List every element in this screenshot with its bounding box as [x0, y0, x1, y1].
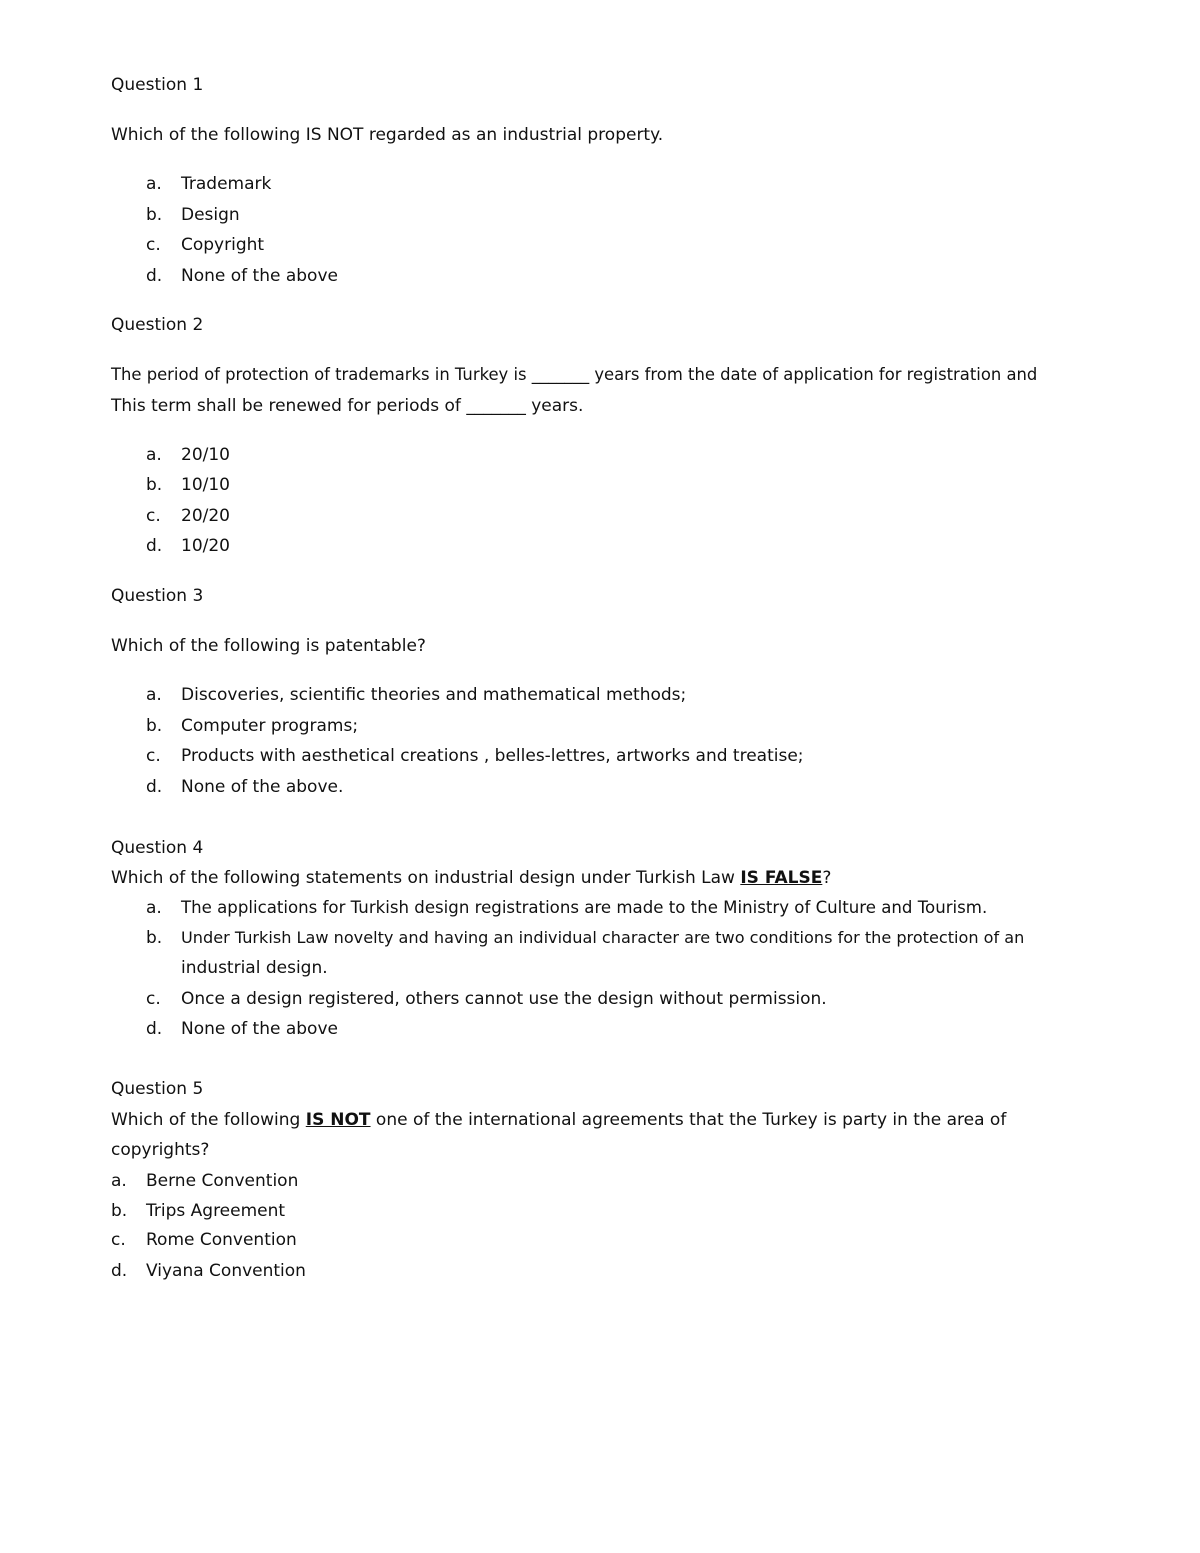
- option-letter: b.: [111, 1201, 128, 1221]
- option-text: None of the above.: [181, 777, 344, 797]
- option-text: Under Turkish Law novelty and having an individual character are two conditions for the protection of an: [181, 928, 1025, 947]
- option-letter: d.: [146, 1019, 163, 1039]
- option-text: The applications for Turkish design registrations are made to the Ministry of Culture and Tourism.: [181, 898, 988, 917]
- prompt-text-end: one of the international agreements that the Turkey is party in the area of: [370, 1110, 1007, 1130]
- option-text: Berne Convention: [146, 1171, 299, 1191]
- prompt-emphasis: IS NOT: [305, 1110, 371, 1130]
- prompt-text: Which of the following: [111, 1110, 306, 1130]
- option-letter: b.: [146, 928, 163, 948]
- option-text: 10/10: [181, 475, 230, 495]
- question-2-prompt-line-2: This term shall be renewed for periods of _______ years.: [111, 396, 584, 416]
- option-text: None of the above: [181, 1019, 338, 1039]
- option-letter: a.: [146, 685, 162, 705]
- question-2-prompt-line-1: The period of protection of trademarks in Turkey is _______ years from the date of application for registration and: [111, 365, 1038, 384]
- option-letter: a.: [111, 1171, 127, 1191]
- option-text: None of the above: [181, 266, 338, 286]
- option-letter: c.: [146, 506, 161, 526]
- question-1-heading: Question 1: [111, 75, 204, 95]
- option-text: Viyana Convention: [146, 1261, 306, 1281]
- prompt-text: Which of the following statements on industrial design under Turkish Law: [111, 868, 741, 888]
- option-letter: d.: [146, 536, 163, 556]
- option-letter: a.: [146, 898, 162, 918]
- option-text: Trips Agreement: [146, 1201, 286, 1221]
- option-text: Once a design registered, others cannot use the design without permission.: [181, 989, 827, 1009]
- option-letter: d.: [146, 777, 163, 797]
- question-4-prompt: [111, 868, 831, 888]
- option-letter: b.: [146, 205, 163, 225]
- option-text: Discoveries, scientific theories and mathematical methods;: [181, 685, 687, 705]
- option-letter: c.: [146, 235, 161, 255]
- option-letter: d.: [111, 1261, 128, 1281]
- prompt-emphasis: IS FALSE: [740, 868, 823, 888]
- option-text: 20/20: [181, 506, 230, 526]
- option-letter: d.: [146, 266, 163, 286]
- question-5-heading: Question 5: [111, 1079, 204, 1099]
- option-text: Copyright: [181, 235, 265, 255]
- prompt-text-end: ?: [822, 868, 832, 888]
- question-3-heading: Question 3: [111, 586, 204, 606]
- option-letter: b.: [146, 475, 163, 495]
- option-text: Design: [181, 205, 240, 225]
- question-5-prompt: [111, 1110, 1006, 1130]
- question-4-option-b-continued: industrial design.: [181, 958, 328, 978]
- option-letter: c.: [146, 989, 161, 1009]
- option-text: 10/20: [181, 536, 230, 556]
- question-3-prompt: Which of the following is patentable?: [111, 636, 426, 656]
- question-4-heading: Question 4: [111, 838, 204, 858]
- question-2-heading: Question 2: [111, 315, 204, 335]
- option-letter: c.: [111, 1230, 126, 1250]
- option-text: Computer programs;: [181, 716, 359, 736]
- option-letter: a.: [146, 445, 162, 465]
- question-1-prompt: Which of the following IS NOT regarded as an industrial property.: [111, 125, 664, 145]
- question-5-prompt-line-2: copyrights?: [111, 1140, 210, 1160]
- option-letter: a.: [146, 174, 162, 194]
- option-text: Rome Convention: [146, 1230, 297, 1250]
- option-text: 20/10: [181, 445, 230, 465]
- option-text: Products with aesthetical creations , belles-lettres, artworks and treatise;: [181, 746, 804, 766]
- option-text: Trademark: [181, 174, 272, 194]
- option-letter: b.: [146, 716, 163, 736]
- option-letter: c.: [146, 746, 161, 766]
